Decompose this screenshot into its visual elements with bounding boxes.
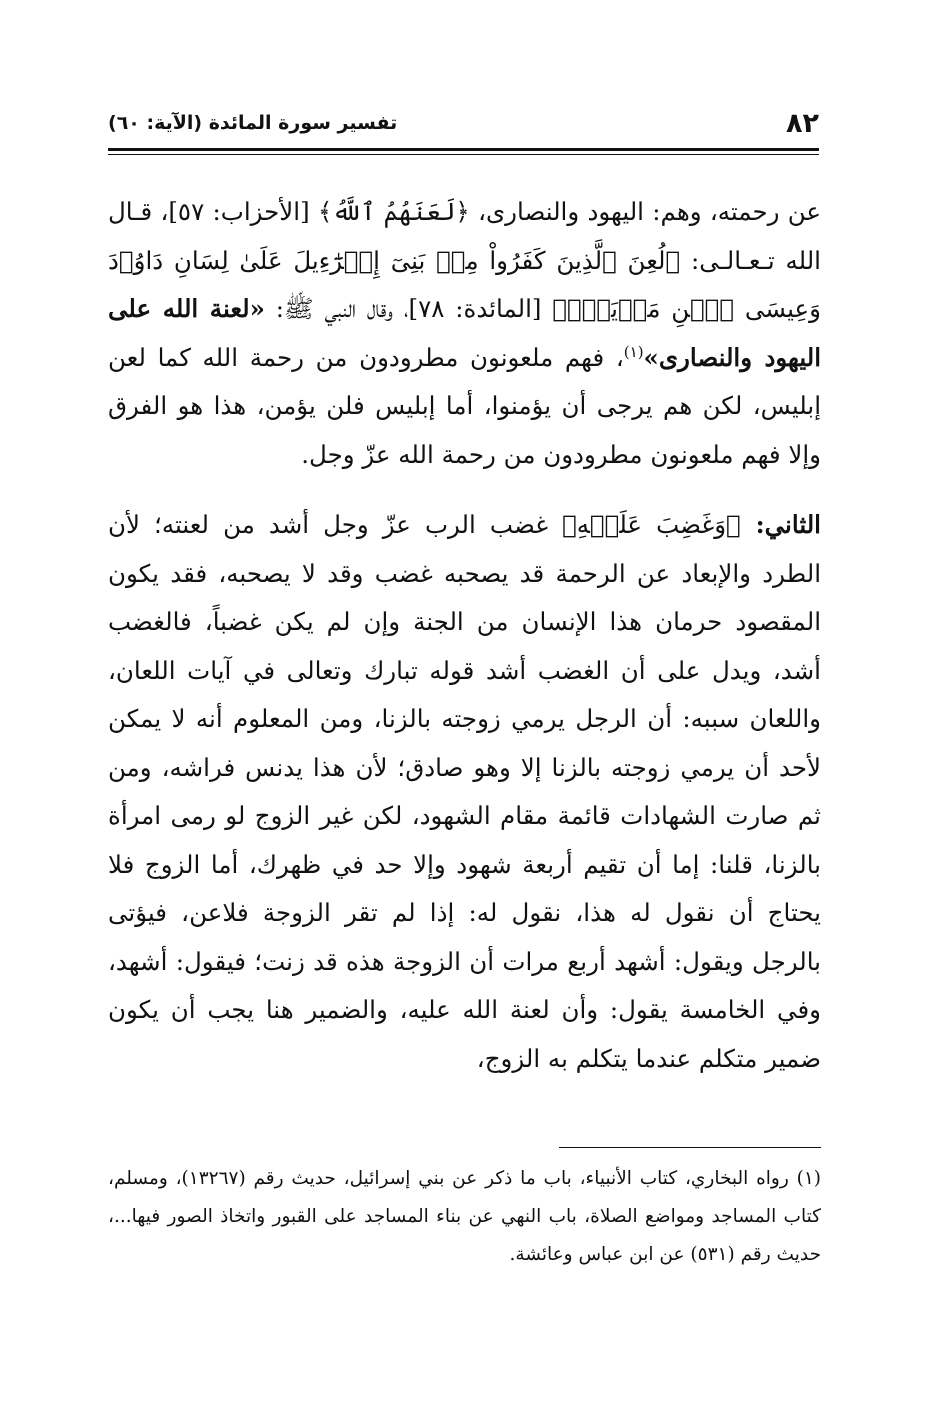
quran-verse-1: ﴿لَعَنَهُمُ ٱللَّهُ﴾ xyxy=(317,197,470,226)
paragraph-1-text-b: [الأحزاب: ٥٧]، قـال الله تـعـالـى: xyxy=(108,197,821,275)
paragraph-1-text-c: [المائدة: ٧٨]، وقال النبي ﷺ: xyxy=(264,294,553,323)
paragraph-1 xyxy=(108,188,821,479)
footnote-number: (١) xyxy=(796,1168,821,1189)
footnotes xyxy=(108,1160,821,1274)
page-number: ٨٢ xyxy=(786,107,819,139)
paragraph-2-lead: الثاني: xyxy=(740,510,821,539)
footnote-text: رواه البخاري، كتاب الأنبياء، باب ما ذكر عن بني إسرائيل، حديث رقم (١٣٢٦٧)، ومسلم، كتاب المساجد ومواضع الصلاة، باب النهي عن بناء المساجد على القبور واتخاذ الصور فيها...، حديث رقم (٥٣١) عن ابن عباس وعائشة. xyxy=(108,1168,821,1265)
quran-verse-2: ﴿لُعِنَ ٱلَّذِينَ كَفَرُواْ مِنۢ بَنِىٓ إِسۡرَٰٓءِيلَ عَلَىٰ لِسَانِ دَاوُۥدَ وَعِيسَى ٱبۡنِ مَرۡيَمَۚ﴾ xyxy=(108,245,822,323)
paragraph-1-text-d: ، فهم ملعونون مطرودون من رحمة الله كما لعن إبليس، لكن هم يرجى أن يؤمنوا، أما إبليس فلن يؤمن، هذا هو الفرق وإلا فهم ملعونون مطرودون من رحمة الله عزّ وجل. xyxy=(108,342,821,469)
running-title: تفسير سورة المائدة (الآية: ٦٠) xyxy=(108,112,398,134)
hadith-quote: «لعنة الله على اليهود والنصارى» xyxy=(108,294,821,372)
paragraph-2-text: غضب الرب عزّ وجل أشد من لعنته؛ لأن الطرد والإبعاد عن الرحمة قد يصحبه غضب وقد لا يصحبه، فقد يكون المقصود حرمان هذا الإنسان من الجنة وإن لم يكن غضباً، فالغضب أشد، ويدل على أن الغضب أشد قوله تبارك وتعالى في آيات اللعان، واللعان سببه: أن الرجل يرمي زوجته بالزنا، ومن المعلوم أنه لا يمكن لأحد أن يرمي زوجته بالزنا إلا وهو صادق؛ لأن هذا يدنس فراشه، ومن ثم صارت الشهادات قائمة مقام الشهود، لكن غير الزوج لو رمى امرأة بالزنا، قلنا: إما أن تقيم أربعة شهود وإلا حد في ظهرك، أما الزوج فلا يحتاج أن نقول له هذا، نقول له: إذا لم تقر الزوجة فلاعن، فيؤتى بالرجل ويقول: أشهد أربع مرات أن الزوجة هذه قد زنت؛ فيقول: أشهد، وفي الخامسة يقول: وأن لعنة الله عليه، والضمير هنا يجب أن يكون ضمير متكلم عندما يتكلم به الزوج، xyxy=(108,510,821,1073)
paragraph-2 xyxy=(108,501,821,1083)
footnote-item xyxy=(108,1160,821,1274)
main-text xyxy=(108,188,821,1083)
paragraph-1-text-a: عن رحمته، وهم: اليهود والنصارى، xyxy=(469,197,821,226)
header-rule xyxy=(108,148,819,151)
quran-verse-3: ﴿وَغَضِبَ عَلَيۡهِ﴾ xyxy=(562,510,741,539)
footnote-reference[interactable]: (١) xyxy=(623,342,644,361)
footnote-rule xyxy=(559,1147,821,1148)
header-rule-thin xyxy=(108,154,819,155)
page-header xyxy=(108,100,819,146)
